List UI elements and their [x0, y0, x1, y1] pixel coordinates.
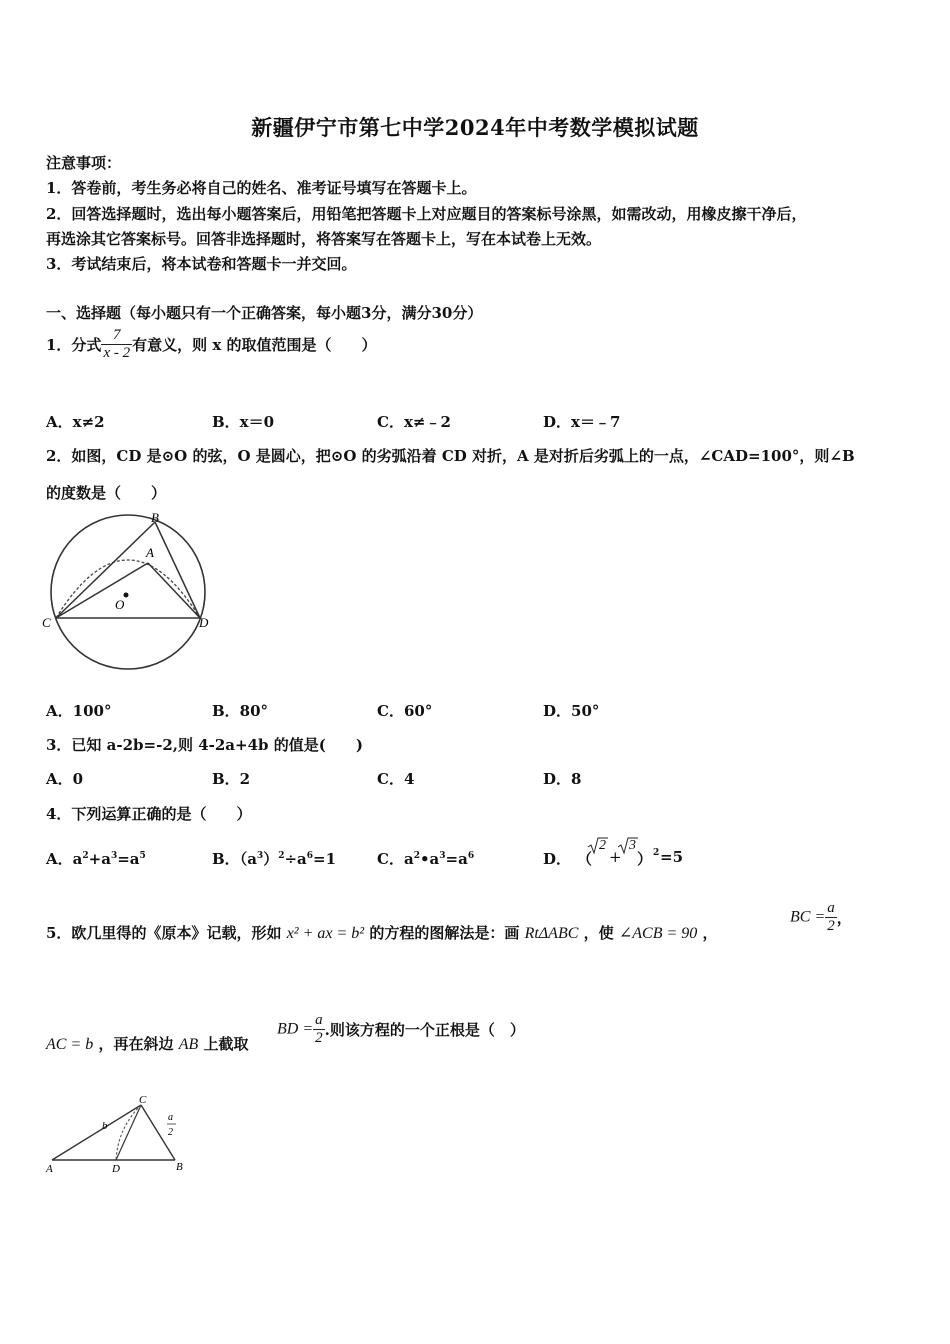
q5-bc-fraction [825, 900, 837, 935]
q2-option-a: A．100° [46, 702, 112, 720]
q5-suffix: .则该方程的一个正根是（ ） [324, 1021, 525, 1039]
page-title: 新疆伊宁市第七中学2024年中考数学模拟试题 [251, 115, 699, 140]
q5-bd-expression [277, 1012, 525, 1047]
q4b-exp3: 6 [306, 851, 314, 861]
q1-denominator: x - 2 [103, 345, 131, 361]
q4b-part3: ÷a [284, 850, 307, 868]
q5-text-1: 的方程的图解法是：画 [369, 924, 520, 942]
q4d-open: （ [577, 850, 593, 868]
q4d-close: ） [637, 850, 653, 868]
question-4: 4．下列运算正确的是（ ） [46, 805, 252, 823]
q4a-exp2: 3 [110, 851, 118, 861]
q5-ab: AB [178, 1036, 199, 1053]
q5-triangle: RtΔABC [524, 925, 579, 942]
q4c-exp3: 6 [467, 851, 475, 861]
q5-ac: AC = b [46, 1036, 94, 1053]
q5-text-4: ，再在斜边 [98, 1035, 174, 1053]
tri-label-d: D [112, 1163, 120, 1175]
q4a-part2: +a [88, 850, 111, 868]
q3-option-d: D．8 [543, 770, 582, 788]
triangle-figure [44, 1092, 194, 1177]
q3-option-b: B．2 [212, 770, 251, 788]
q4c-label: C． [377, 850, 404, 868]
question-2-line-2: 的度数是（ ） [46, 484, 167, 502]
q5-text-3: ， [702, 924, 718, 942]
segment-cb [56, 522, 155, 618]
q4c-part2: •a [419, 850, 440, 868]
q4d-radicand-1: 2 [599, 838, 606, 853]
side-ac [52, 1105, 141, 1160]
notes-heading: 注意事项： [46, 154, 122, 172]
q1-numerator: 7 [113, 327, 121, 343]
q5-bd-lhs: BD = [277, 1020, 314, 1038]
q5-bc-den: 2 [827, 918, 835, 934]
q4b-exp1: 3 [256, 851, 264, 861]
tri-label-a: A [46, 1163, 53, 1175]
label-d: D [199, 615, 209, 630]
q4b-part2: ） [263, 850, 279, 868]
q1-fraction [101, 327, 132, 362]
segment-ca [56, 563, 148, 618]
q4d-radicand-2: 3 [629, 838, 636, 853]
q4d-tail: =5 [660, 848, 684, 866]
note-item-3: 3．考试结束后，将本试卷和答题卡一并交回。 [46, 255, 357, 273]
q5-prefix: 5．欧几里得的《原本》记载，形如 [46, 924, 282, 942]
q5-bc-num: a [827, 900, 835, 916]
q1-suffix: 有意义，则 x 的取值范围是（ ） [132, 336, 377, 354]
question-5-line-2 [46, 1033, 249, 1054]
q4d-label: D． [543, 850, 572, 868]
tri-label-two: 2 [168, 1127, 173, 1138]
q4b-label: B． [212, 850, 240, 868]
question-3: 3．已知 a-2b=-2,则 4-2a+4b 的值是( ) [46, 736, 363, 754]
q1-option-d: D．x＝﹣7 [543, 413, 621, 431]
q5-bc-lhs: BC = [790, 908, 826, 926]
q5-bd-fraction [313, 1012, 325, 1047]
q3-option-a: A．0 [46, 770, 84, 788]
q3-option-c: C．4 [377, 770, 415, 788]
q4a-part1: a [72, 850, 83, 868]
q4a-exp3: 5 [139, 851, 146, 861]
q4-option-c [377, 848, 474, 869]
note-item-2-line-1: 2．回答选择题时，选出每小题答案后，用铅笔把答题卡上对应题目的答案标号涂黑，如需改动，用橡皮擦干净后， [46, 205, 807, 223]
note-item-1: 1．答卷前，考生务必将自己的姓名、准考证号填写在答题卡上。 [46, 179, 477, 197]
q5-bd-num: a [315, 1012, 323, 1028]
tri-label-c: C [139, 1094, 147, 1106]
q4a-label: A． [46, 850, 73, 868]
note-item-2-line-2: 再选涂其它答案标号。回答非选择题时，将答案写在答题卡上，写在本试卷上无效。 [46, 230, 602, 248]
q4c-exp1: 2 [413, 851, 420, 861]
q1-prefix: 1．分式 [46, 336, 102, 354]
q5-angle: ∠ACB = 90 [618, 925, 698, 942]
section-heading: 一、选择题（每小题只有一个正确答案，每小题3分，满分30分） [46, 304, 483, 322]
question-1 [46, 327, 376, 362]
q4c-part1: a [403, 850, 414, 868]
q4a-exp1: 2 [82, 851, 89, 861]
label-c: C [42, 615, 51, 630]
q5-bd-den: 2 [315, 1030, 323, 1046]
q4a-part3: =a [117, 850, 140, 868]
q4d-exp: 2 [653, 848, 660, 858]
q1-option-a: A．x≠2 [46, 413, 105, 431]
q2-option-c: C．60° [377, 702, 433, 720]
label-o: O [115, 597, 125, 612]
q4b-part4: =1 [313, 850, 337, 868]
q5-comma: ， [836, 909, 852, 927]
tri-label-a-over: a [168, 1112, 173, 1123]
q4d-plus: + [609, 848, 622, 866]
q4c-part3: =a [445, 850, 468, 868]
segment-bd [155, 522, 200, 618]
q4b-exp2: 2 [278, 851, 285, 861]
q2-option-b: B．80° [212, 702, 269, 720]
q4-option-b [212, 848, 336, 869]
q4-option-a [46, 848, 146, 869]
q1-option-c: C．x≠﹣2 [377, 413, 451, 431]
question-5-line-1 [46, 922, 718, 943]
q4c-exp2: 3 [439, 851, 446, 861]
q5-text-2: ，使 [583, 924, 614, 942]
label-b: B [151, 510, 159, 525]
q5-bc-expression [790, 900, 852, 935]
segment-ad [148, 563, 200, 618]
circle-figure [40, 510, 220, 680]
q4b-part1: （a [239, 850, 257, 868]
label-a: A [146, 545, 154, 560]
question-2-line-1: 2．如图，CD 是⊙O 的弦，O 是圆心，把⊙O 的劣弧沿着 CD 对折，A 是对折后劣弧上的一点，∠CAD=100°，则∠B [46, 447, 855, 465]
tri-label-b: B [176, 1161, 183, 1173]
q5-text-5: 上截取 [203, 1035, 249, 1053]
q5-equation: x² + ax = b² [286, 925, 365, 942]
q2-option-d: D．50° [543, 702, 600, 720]
q1-option-b: B．x＝0 [212, 413, 275, 431]
tri-label-b-side: b [102, 1120, 108, 1132]
folded-arc [56, 560, 200, 618]
